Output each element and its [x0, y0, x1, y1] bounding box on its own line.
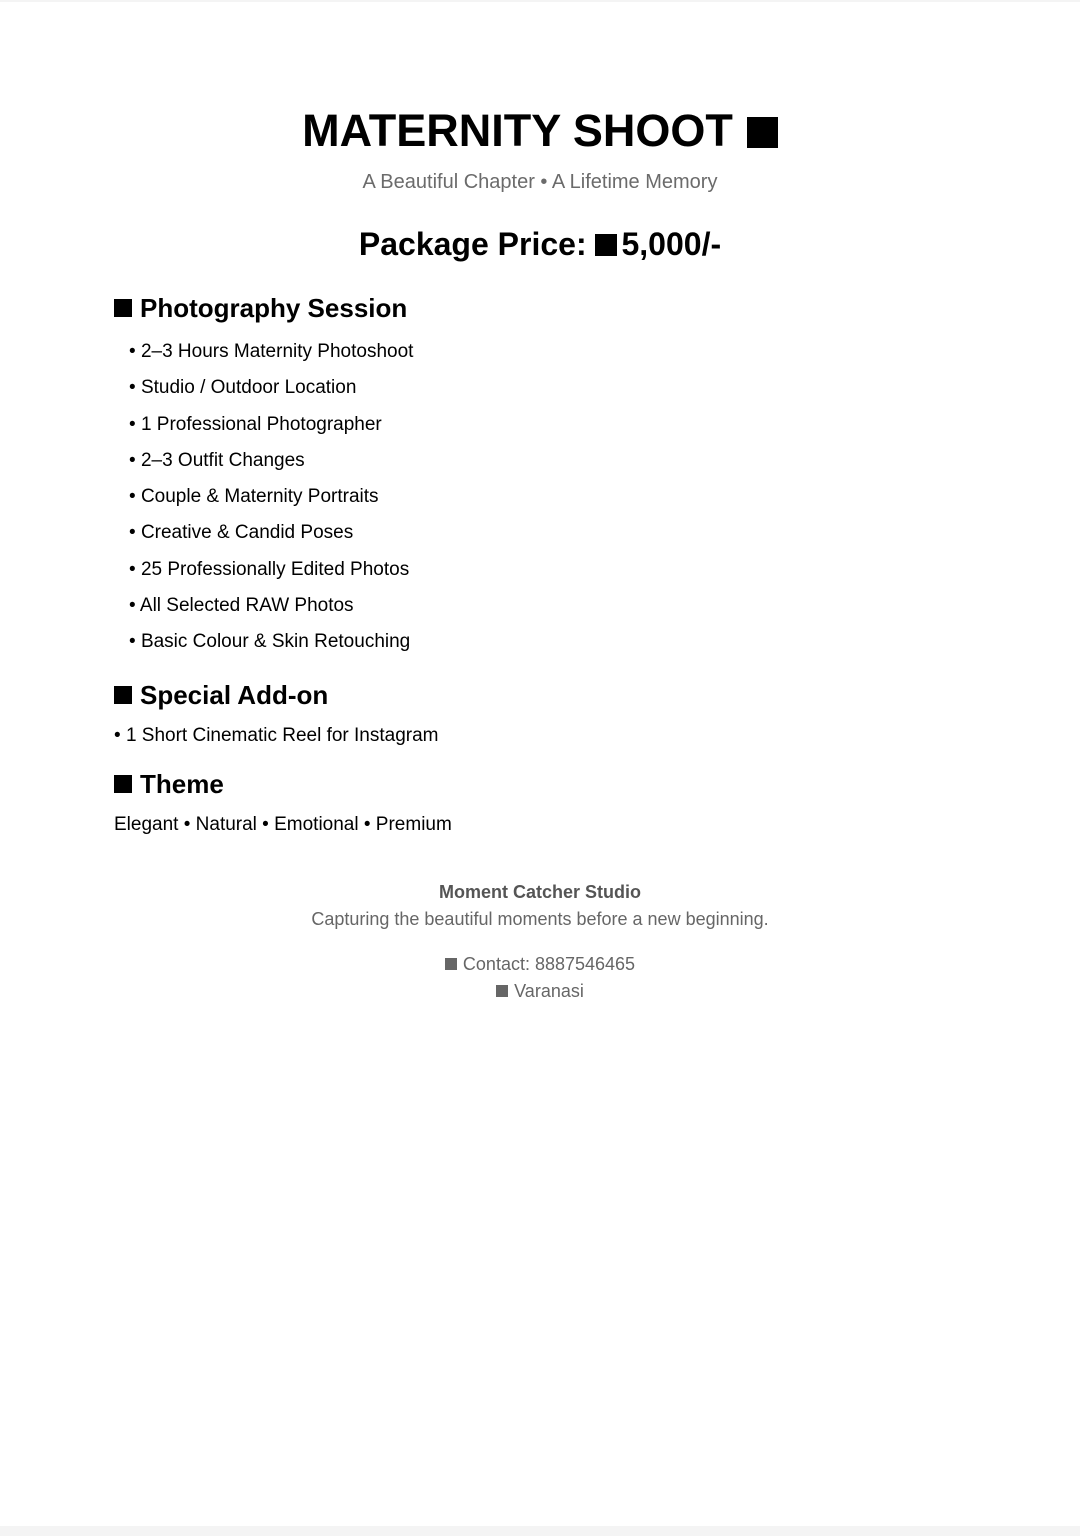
- list-item-text: Basic Colour & Skin Retouching: [140, 631, 411, 653]
- list-item: [129, 479, 413, 515]
- price-label: Package Price:: [358, 226, 587, 262]
- photography-session-heading-text: Photography Session: [140, 293, 408, 323]
- bullet-dot: •: [129, 522, 136, 544]
- page-title: [0, 105, 1080, 157]
- page-subtitle: A Beautiful Chapter • A Lifetime Memory: [362, 171, 718, 193]
- photography-session-heading: [114, 292, 407, 324]
- price-value: 5,000/-: [621, 226, 722, 262]
- list-item-text: All Selected RAW Photos: [139, 595, 354, 617]
- list-item-text: Creative & Candid Poses: [140, 522, 354, 544]
- list-item: [129, 552, 413, 588]
- bullet-dot: •: [129, 486, 136, 508]
- studio-tagline: Capturing the beautiful moments before a new beginning.: [311, 909, 769, 929]
- addon-item: [114, 723, 439, 749]
- list-item-text: Couple & Maternity Portraits: [140, 486, 379, 508]
- location-line: [0, 979, 1080, 1003]
- package-price: [0, 224, 1080, 264]
- theme-text: Elegant • Natural • Emotional • Premium: [114, 814, 452, 835]
- list-item-text: 2–3 Hours Maternity Photoshoot: [140, 341, 414, 362]
- bullet-dot: •: [129, 449, 136, 471]
- list-item: [129, 624, 413, 660]
- bullet-dot: •: [129, 631, 136, 653]
- list-item: [129, 443, 413, 479]
- list-item: [129, 407, 413, 443]
- special-addon-heading-text: Special Add-on: [140, 680, 329, 710]
- bullet-dot: •: [129, 558, 136, 580]
- list-item-text: 1 Professional Photographer: [140, 413, 382, 435]
- list-item: [129, 515, 413, 551]
- addon-item-text: 1 Short Cinematic Reel for Instagram: [125, 725, 439, 746]
- document-page: [0, 2, 1080, 1526]
- list-item: [129, 334, 413, 370]
- bullet-dot: •: [129, 595, 136, 617]
- list-item-text: 25 Professionally Edited Photos: [140, 558, 410, 580]
- bullet-dot: •: [129, 341, 136, 362]
- bullet-dot: •: [129, 413, 136, 435]
- special-addon-heading: [114, 679, 328, 711]
- list-item: [129, 588, 413, 624]
- square-bullet-icon: [114, 299, 132, 317]
- currency-square-icon: [595, 234, 617, 256]
- contact-text: Contact: 8887546465: [462, 954, 636, 974]
- square-bullet-icon: [114, 686, 132, 704]
- list-item: [129, 370, 413, 406]
- bullet-dot: •: [114, 725, 121, 746]
- list-item-text: 2–3 Outfit Changes: [140, 449, 305, 471]
- bullet-dot: •: [129, 377, 136, 399]
- theme-heading-text: Theme: [140, 769, 224, 799]
- list-item-text: Studio / Outdoor Location: [140, 377, 357, 399]
- square-bullet-icon: [114, 775, 132, 793]
- studio-name: Moment Catcher Studio: [438, 882, 641, 902]
- theme-heading: [114, 768, 224, 800]
- location-square-icon: [496, 985, 508, 997]
- phone-square-icon: [445, 958, 457, 970]
- location-text: Varanasi: [514, 981, 584, 1001]
- square-glyph-icon: [747, 117, 778, 148]
- contact-line: [0, 952, 1080, 976]
- title-text: MATERNITY SHOOT: [302, 105, 733, 156]
- photography-session-list: [129, 334, 413, 661]
